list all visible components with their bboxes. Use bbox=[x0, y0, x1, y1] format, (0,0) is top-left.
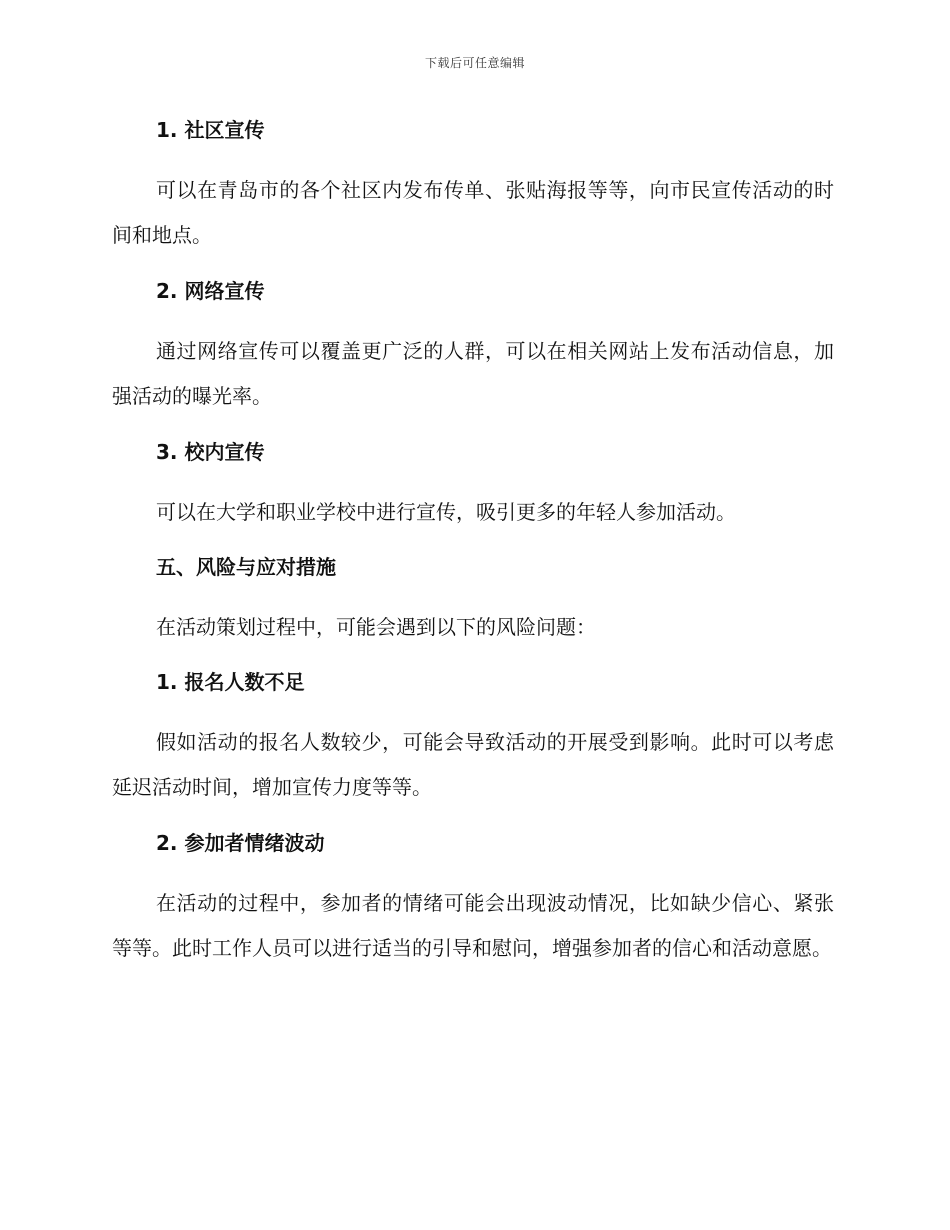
paragraph-low-registration: 假如活动的报名人数较少，可能会导致活动的开展受到影响。此时可以考虑延迟活动时间，增加宣传力度等等。 bbox=[112, 730, 834, 799]
paragraph-online-promotion: 通过网络宣传可以覆盖更广泛的人群，可以在相关网站上发布活动信息，加强活动的曝光率。 bbox=[112, 339, 834, 408]
paragraph-mood-fluctuation: 在活动的过程中，参加者的情绪可能会出现波动情况，比如缺少信心、紧张等等。此时工作人员可以进行适当的引导和慰问，增强参加者的信心和活动意愿。 bbox=[112, 891, 834, 960]
section-heading-low-registration: 1. 报名人数不足 bbox=[156, 670, 305, 694]
section-heading-risks: 五、风险与应对措施 bbox=[156, 555, 336, 579]
page-header: 下载后可任意编辑 bbox=[424, 56, 525, 70]
paragraph-campus-promotion: 可以在大学和职业学校中进行宣传，吸引更多的年轻人参加活动。 bbox=[156, 500, 736, 524]
section-heading-online-promotion: 2. 网络宣传 bbox=[156, 279, 265, 303]
document-body bbox=[112, 112, 834, 986]
paragraph-community-promotion: 可以在青岛市的各个社区内发布传单、张贴海报等等，向市民宣传活动的时间和地点。 bbox=[112, 178, 834, 247]
paragraph-risks-intro: 在活动策划过程中，可能会遇到以下的风险问题： bbox=[156, 615, 596, 639]
section-heading-mood-fluctuation: 2. 参加者情绪波动 bbox=[156, 831, 325, 855]
section-heading-campus-promotion: 3. 校内宣传 bbox=[156, 440, 265, 464]
section-heading-community-promotion: 1. 社区宣传 bbox=[156, 118, 265, 142]
